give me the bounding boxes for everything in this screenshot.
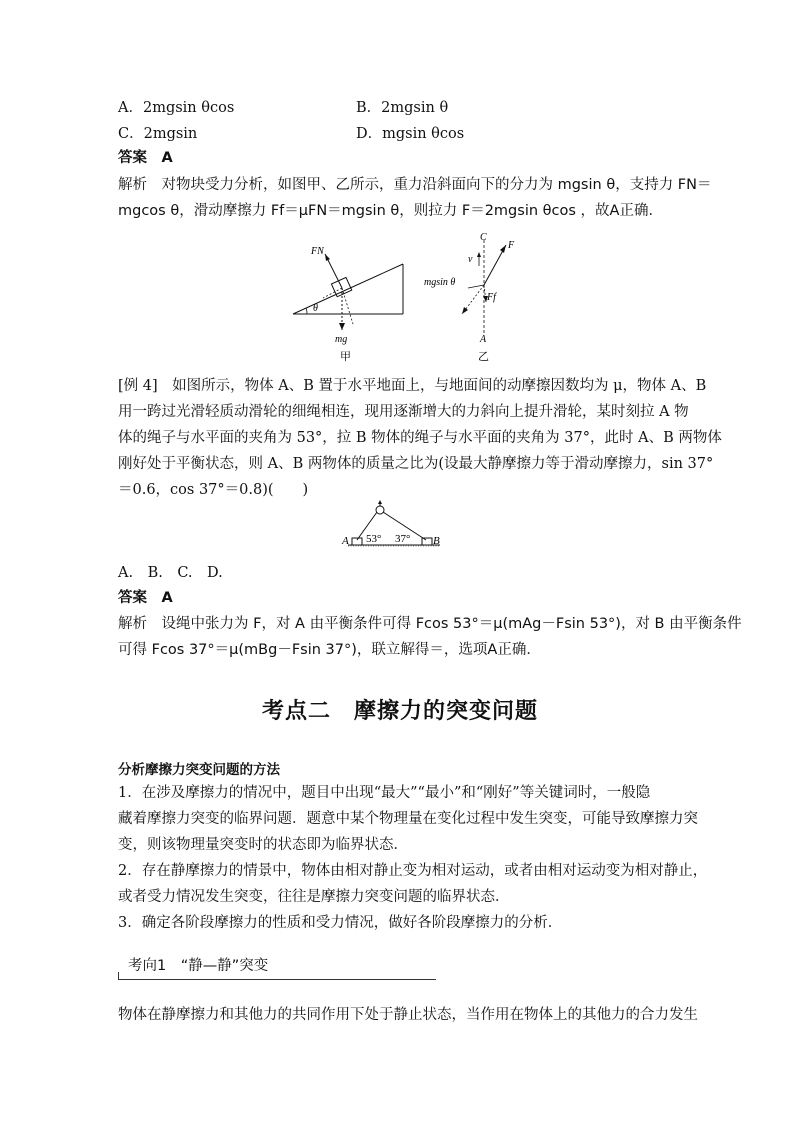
method-p3-line-1: 3．确定各阶段摩擦力的性质和受力情况，做好各阶段摩擦力的分析． (118, 915, 563, 931)
label-angle-37: 37° (395, 533, 411, 545)
example-4-line-1: [例 4] 如图所示，物体 A、B 置于水平地面上，与地面间的动摩擦因数均为 μ，物体 A、B (118, 378, 707, 394)
label-f: F (508, 240, 515, 251)
answer-2: 答案 A (118, 590, 173, 606)
last-paragraph-line: 物体在静摩擦力和其他力的共同作用下处于静止状态，当作用在物体上的其他力的合力发生 (118, 1007, 698, 1023)
options-2: A. B. C. D. (118, 565, 223, 581)
option-b: B．2mgsin θ (356, 100, 449, 116)
direction-heading (118, 950, 436, 980)
example-4-line-4: 刚好处于平衡状态，则 A、B 两物体的质量之比为(设最大静摩擦力等于滑动摩擦力，sin 37° (118, 456, 714, 472)
method-heading: 分析摩擦力突变问题的方法 (118, 762, 280, 778)
direction-label: 考向1 “静—静”突变 (128, 958, 269, 974)
caption-yi: 乙 (478, 351, 489, 363)
label-theta: θ (313, 303, 318, 314)
option-d: D．mgsin θcos (356, 126, 465, 142)
label-v: v (468, 254, 473, 265)
method-p1-line-1: 1．在涉及摩擦力的情况中，题目中出现“最大”“最小”和“刚好”等关键词时，一般隐 (118, 785, 651, 801)
label-block-a: A (342, 535, 349, 547)
answer-1: 答案 A (118, 150, 173, 166)
example-4-line-5: ＝0.6，cos 37°＝0.8)( ) (118, 482, 309, 498)
label-fn: FN (311, 246, 324, 257)
analysis-2-line-2: 可得 Fcos 37°＝μ(mBg－Fsin 37°)，联立解得＝，选项A正确． (118, 642, 541, 658)
label-ff: Ff (487, 292, 496, 303)
method-p1-line-2: 藏着摩擦力突变的临界问题．题意中某个物理量在变化过程中发生突变，可能导致摩擦力突 (118, 811, 698, 827)
example-4-line-3: 体的绳子与水平面的夹角为 53°，拉 B 物体的绳子与水平面的夹角为 37°，此时 A、B 两物体 (118, 430, 722, 446)
label-block-b: B (433, 535, 440, 547)
label-mg: mg (335, 334, 348, 345)
block-b (422, 538, 432, 545)
figure-pulley (340, 500, 465, 555)
method-p2-line-2: 或者受力情况发生突变，往往是摩擦力突变问题的临界状态． (118, 889, 510, 905)
analysis-1-line-2: mgcos θ，滑动摩擦力 Ff＝μFN＝mgsin θ，则拉力 F＝2mgsin θcos ，故A正确． (118, 203, 663, 219)
block-a (352, 538, 362, 545)
caption-jia: 甲 (340, 351, 351, 363)
analysis-2-line-1: 解析 设绳中张力为 F，对 A 由平衡条件可得 Fcos 53°＝μ(mAg－Fsin 53°)，对 B 由平衡条件 (118, 616, 742, 632)
example-4-line-2: 用一跨过光滑轻质动滑轮的细绳相连，现用逐渐增大的力斜向上提升滑轮，某时刻拉 A 物 (118, 404, 689, 420)
method-p2-line-1: 2．存在静摩擦力的情景中，物体由相对静止变为相对运动，或者由相对运动变为相对静止， (118, 863, 708, 879)
direction-underline (118, 979, 436, 980)
label-c: C (480, 232, 487, 243)
direction-tick (118, 972, 119, 980)
label-angle-53: 53° (366, 533, 382, 545)
figure-forces-yi (420, 230, 530, 364)
section-title: 考点二 摩擦力的突变问题 (261, 699, 538, 724)
label-a: A (480, 334, 487, 345)
option-a: A．2mgsin θcos (118, 100, 235, 116)
label-mgsin: mgsin θ (424, 277, 456, 288)
option-c: C．2mgsin (118, 126, 198, 142)
analysis-1-line-1: 解析 对物块受力分析，如图甲、乙所示，重力沿斜面向下的分力为 mgsin θ，支持力 FN＝ (118, 177, 712, 193)
figure-incline-jia (285, 236, 410, 364)
method-p1-line-3: 变，则该物理量突变时的状态即为临界状态． (118, 837, 408, 853)
